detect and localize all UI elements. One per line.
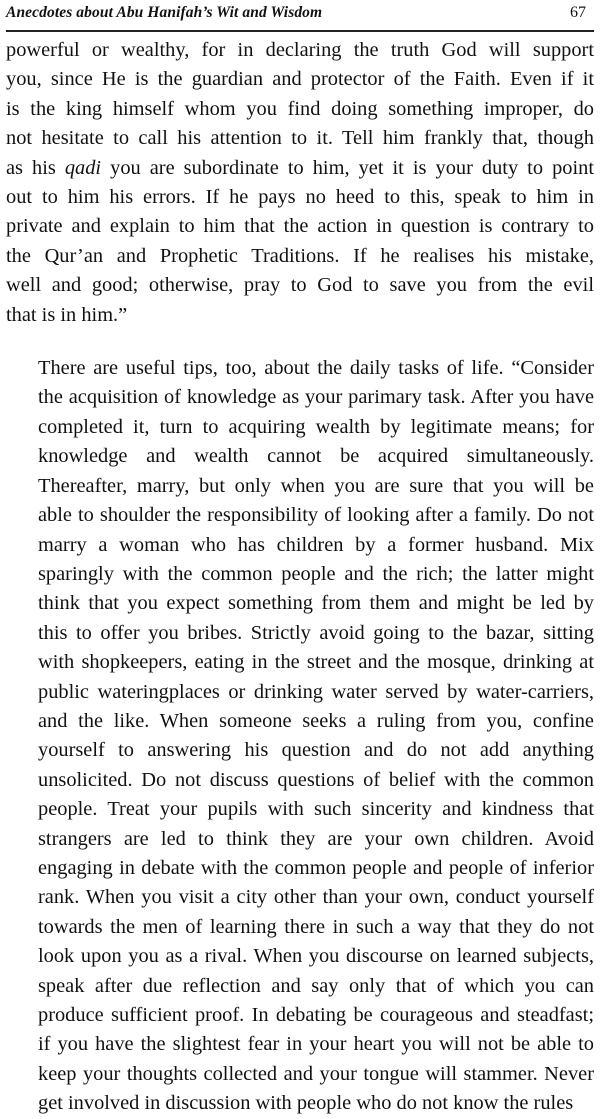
text-line: you, since He is the guardian and protector of the Faith. Even if it bbox=[6, 68, 594, 91]
text-line: if you have the slightest fear in your heart you will not be able to bbox=[38, 1033, 594, 1056]
text-line: that is in him.” bbox=[6, 303, 128, 326]
text-line: speak after due reflection and say only that of which you can bbox=[38, 974, 594, 997]
text-line: not hesitate to call his attention to it. Tell him frankly that, though bbox=[6, 127, 594, 150]
running-title: Anecdotes about Abu Hanifah’s Wit and Wisdom bbox=[6, 4, 323, 21]
text-line: yourself to answering his question and do not add anything bbox=[38, 739, 594, 762]
text-line: knowledge and wealth cannot be acquired simultaneously. bbox=[38, 445, 594, 468]
text-line: public wateringplaces or drinking water served by water-carriers, bbox=[38, 680, 594, 703]
text-line: sparingly with the common people and the rich; the latter might bbox=[38, 562, 594, 585]
text-line: keep your thoughts collected and your tongue will stammer. Never bbox=[38, 1062, 594, 1085]
text-line: strangers are led to think they are your own children. Avoid bbox=[38, 827, 594, 850]
paragraph-1 bbox=[6, 36, 594, 330]
text-line: the Qur’an and Prophetic Traditions. If he realises his mistake, bbox=[6, 244, 594, 267]
text-line: the acquisition of knowledge as your parimary task. After you have bbox=[38, 386, 594, 409]
text-line: engaging in debate with the common people and people of inferior bbox=[38, 856, 594, 879]
text-line: There are useful tips, too, about the daily tasks of life. “Consider bbox=[38, 357, 594, 380]
running-header bbox=[6, 0, 594, 32]
text-line: get involved in discussion with people who do not know the rules bbox=[38, 1092, 574, 1115]
text-line: powerful or wealthy, for in declaring the truth God will support bbox=[6, 39, 594, 61]
text-line: completed it, turn to acquiring wealth by legitimate means; for bbox=[38, 415, 594, 438]
text-line: as his qadi you are subordinate to him, yet it is your duty to point bbox=[6, 156, 594, 179]
text-line: produce sufficient proof. In debating be courageous and steadfast; bbox=[38, 1004, 594, 1026]
page-body bbox=[6, 36, 594, 1119]
text-line: think that you expect something from them and might be led by bbox=[38, 592, 594, 615]
text-line: look upon you as a rival. When you discourse on learned subjects, bbox=[38, 945, 594, 968]
text-line: rank. When you visit a city other than your own, conduct yourself bbox=[38, 886, 594, 909]
text-line: out to him his errors. If he pays no heed to this, speak to him in bbox=[6, 186, 594, 209]
page-number: 67 bbox=[570, 4, 586, 21]
text-line: with shopkeepers, eating in the street and the mosque, drinking at bbox=[38, 651, 594, 674]
text-line: people. Treat your pupils with such sincerity and kindness that bbox=[38, 798, 594, 821]
text-line: unsolicited. Do not discuss questions of belief with the common bbox=[38, 768, 594, 791]
paragraph-2 bbox=[6, 354, 594, 1119]
text-line: private and explain to him that the action in question is contrary to bbox=[6, 215, 594, 238]
text-line: well and good; otherwise, pray to God to save you from the evil bbox=[6, 274, 594, 297]
text-line: towards the men of learning there in such a way that they do not bbox=[38, 915, 594, 938]
text-line: marry a woman who has children by a former husband. Mix bbox=[38, 533, 594, 556]
text-line: able to shoulder the responsibility of looking after a family. Do not bbox=[38, 504, 594, 527]
text-line: this to offer you bribes. Strictly avoid going to the bazar, sitting bbox=[38, 621, 594, 644]
text-line: Thereafter, marry, but only when you are sure that you will be bbox=[38, 474, 594, 497]
text-line: and the like. When someone seeks a ruling from you, confine bbox=[38, 709, 594, 732]
text-line: is the king himself whom you find doing something improper, do bbox=[6, 97, 594, 120]
